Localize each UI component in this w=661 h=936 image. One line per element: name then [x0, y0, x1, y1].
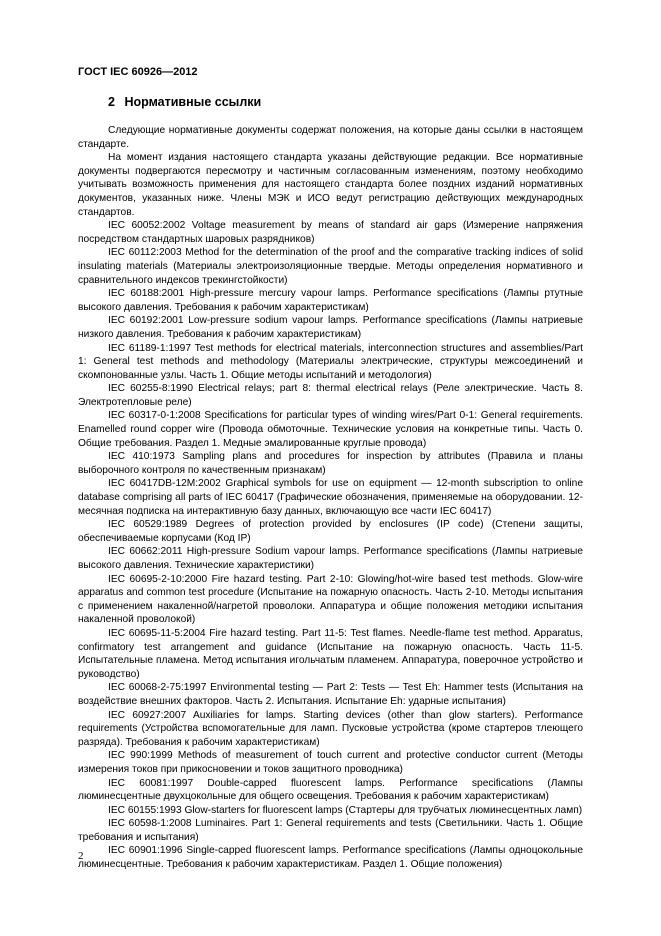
section-number: 2	[108, 95, 115, 109]
reference-item: IEC 60662:2011 High-pressure Sodium vapour lamps. Performance specifications (Лампы натриевые высокого давления. Технические характеристики)	[78, 546, 583, 571]
paragraph: На момент издания настоящего стандарта указаны действующие редакции. Все нормативные документы подвергаются пересмотру и частичным согласованным изменениям, поэтому необходимо учитывать возможность применения для настоящего стандарта более поздних изданий нормативных документов, указанных ниже. Члены МЭК и ИСО ведут регистрацию действующих международных стандартов.	[78, 152, 583, 218]
reference-item: IEC 60255-8:1990 Electrical relays; part 8: thermal electrical relays (Реле электрические. Часть 8. Электротепловые реле)	[78, 383, 583, 408]
reference-item: IEC 60317-0-1:2008 Specifications for particular types of winding wires/Part 0-1: General requirements. Enamelled round copper wire (Провода обмоточные. Технические условия на конкретные типы. Часть 0. Общие требования. Раздел 1. Медные эмалированные круглые провода)	[78, 410, 583, 449]
reference-item: IEC 60052:2002 Voltage measurement by means of standard air gaps (Измерение напряжения посредством стандартных шаровых разрядников)	[78, 220, 583, 245]
reference-item: IEC 60068-2-75:1997 Environmental testing — Part 2: Tests — Test Eh: Hammer tests (Испытания на воздействие внешних факторов. Часть 2. Испытания. Испытание Eh: ударные испытания)	[78, 682, 583, 707]
reference-item: IEC 61189-1:1997 Test methods for electrical materials, interconnection structures and assemblies/Part 1: General test methods and methodology (Материалы электрические, структуры межсоединений и скомпонованные узлы. Часть 1. Общие методы испытаний и методология)	[78, 342, 583, 381]
reference-item: IEC 60529:1989 Degrees of protection provided by enclosures (IP code) (Степени защиты, обеспечиваемые корпусами (Код IP)	[78, 519, 583, 544]
reference-item: IEC 60695-2-10:2000 Fire hazard testing. Part 2-10: Glowing/hot-wire based test methods. Glow-wire apparatus and common test procedure (Испытание на пожарную опасность. Часть 2-10. Методы испытания с применением накаленной/нагретой проволоки. Аппаратура и общие положения методики испытания накаленной проволокой)	[78, 573, 583, 626]
standard-header: ГОСТ IEC 60926—2012	[78, 66, 198, 78]
section-body	[78, 124, 583, 872]
reference-item: IEC 60155:1993 Glow-starters for fluorescent lamps (Стартеры для трубчатых люминесцентных ламп)	[108, 804, 583, 816]
reference-item: IEC 990:1999 Methods of measurement of touch current and protective conductor current (Методы измерения токов при прикосновении и токов защитного проводника)	[78, 750, 583, 775]
section-heading	[108, 95, 261, 109]
reference-item: IEC 60417DB-12M:2002 Graphical symbols for use on equipment — 12-month subscription to online database comprising all parts of IEC 60417 (Графические обозначения, применяемые на оборудовании. 12-месячная подписка на интерактивную базу данных, включающую все части IEC 60417)	[78, 478, 583, 517]
reference-item: IEC 410:1973 Sampling plans and procedures for inspection by attributes (Правила и планы выборочного контроля по качественным признакам)	[78, 451, 583, 476]
reference-item: IEC 60695-11-5:2004 Fire hazard testing. Part 11-5: Test flames. Needle-flame test method. Apparatus, confirmatory test arrangement and guidance (Испытание на пожарную опасность. Часть 11-5. Испытательные пламена. Метод испытания игольчатым пламенем. Аппаратура, поверочное устройство и руководство)	[78, 627, 583, 680]
reference-item: IEC 60112:2003 Method for the determination of the proof and the comparative tracking indices of solid insulating materials (Материалы электроизоляционные твердые. Методы определения нормативного и сравнительного индексов трекингстойкости)	[78, 247, 583, 286]
reference-item: IEC 60081:1997 Double-capped fluorescent lamps. Performance specifications (Лампы люминесцентные двухцокольные для общего освещения. Требования к рабочим характеристикам)	[78, 777, 583, 803]
reference-item: IEC 60188:2001 High-pressure mercury vapour lamps. Performance specifications (Лампы ртутные высокого давления. Требования к рабочим характеристикам)	[78, 288, 583, 313]
reference-item: IEC 60901:1996 Single-capped fluorescent lamps. Performance specifications (Лампы одноцокольные люминесцентные. Требования к рабочим характеристикам. Раздел 1. Общие положения)	[78, 845, 583, 871]
reference-item: IEC 60192:2001 Low-pressure sodium vapour lamps. Performance specifications (Лампы натриевые низкого давления. Требования к рабочим характеристикам)	[78, 315, 583, 340]
section-title: Нормативные ссылки	[124, 95, 262, 109]
page-number: 2	[78, 850, 84, 862]
reference-item: IEC 60598-1:2008 Luminaires. Part 1: General requirements and tests (Светильники. Часть 1. Общие требования и испытания)	[78, 818, 583, 843]
paragraph: Следующие нормативные документы содержат положения, на которые даны ссылки в настоящем стандарте.	[78, 125, 583, 150]
reference-item: IEC 60927:2007 Auxiliaries for lamps. Starting devices (other than glow starters). Performance requirements (Устройства вспомогательные для ламп. Пусковые устройства (кроме стартеров тлеющего разряда). Требования к рабочим характеристикам)	[78, 709, 583, 748]
